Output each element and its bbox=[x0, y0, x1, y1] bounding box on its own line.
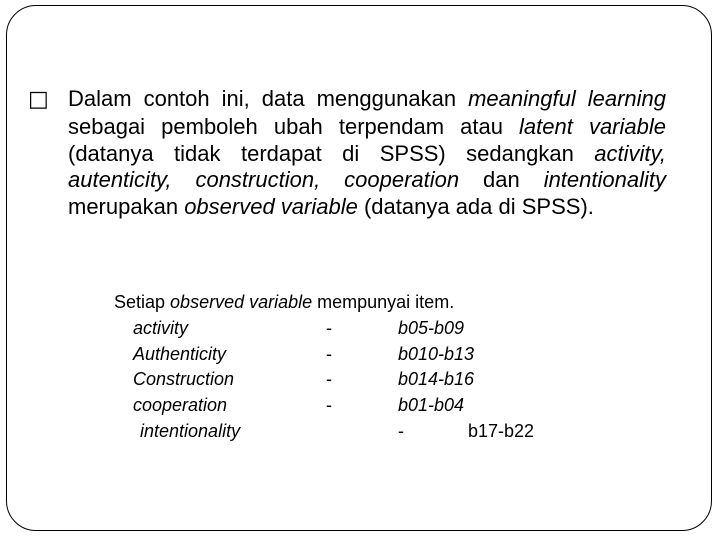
item-range: b010-b13 bbox=[398, 344, 475, 364]
para-text-5: (datanya tidak terdapat di SPSS) sedangkan bbox=[68, 140, 595, 166]
item-dash: - bbox=[326, 369, 332, 389]
item-variable-intentionality: intentionality bbox=[140, 421, 241, 441]
para-text-8: intentionality bbox=[543, 167, 666, 193]
para-text-9: merupakan bbox=[68, 194, 185, 220]
para-text-6: activity, autenticity, construction, cooperation bbox=[68, 140, 666, 193]
item-dash: - bbox=[326, 344, 332, 364]
item-dash: - bbox=[398, 421, 404, 441]
para-text-2: meaningful learning bbox=[468, 86, 666, 111]
item-variable-construction: Construction bbox=[133, 369, 235, 389]
item-variable-cooperation: cooperation bbox=[133, 395, 228, 415]
para-text-3: sebagai pemboleh ubah terpendam atau bbox=[68, 113, 520, 139]
para-text-7: dan bbox=[459, 167, 544, 193]
item-dash: - bbox=[326, 395, 332, 415]
para-text-1: Dalam contoh ini, data menggunakan bbox=[68, 86, 469, 111]
item-dash: - bbox=[326, 318, 332, 338]
para-text-10: observed variable bbox=[184, 194, 358, 220]
item-variable-activity: activity bbox=[133, 318, 189, 338]
item-range: b01-b04 bbox=[398, 395, 465, 415]
item-range: b05-b09 bbox=[398, 318, 465, 338]
para-text-4: latent variable bbox=[519, 113, 666, 139]
item-range: b17-b22 bbox=[468, 421, 535, 441]
bullet-icon: □ bbox=[28, 87, 49, 112]
items-heading: Setiap observed variable mempunyai item. bbox=[114, 292, 455, 312]
item-variable-authenticity: Authenticity bbox=[133, 344, 227, 364]
item-range: b014-b16 bbox=[398, 369, 475, 389]
para-text-11: (datanya ada di SPSS). bbox=[357, 194, 594, 220]
